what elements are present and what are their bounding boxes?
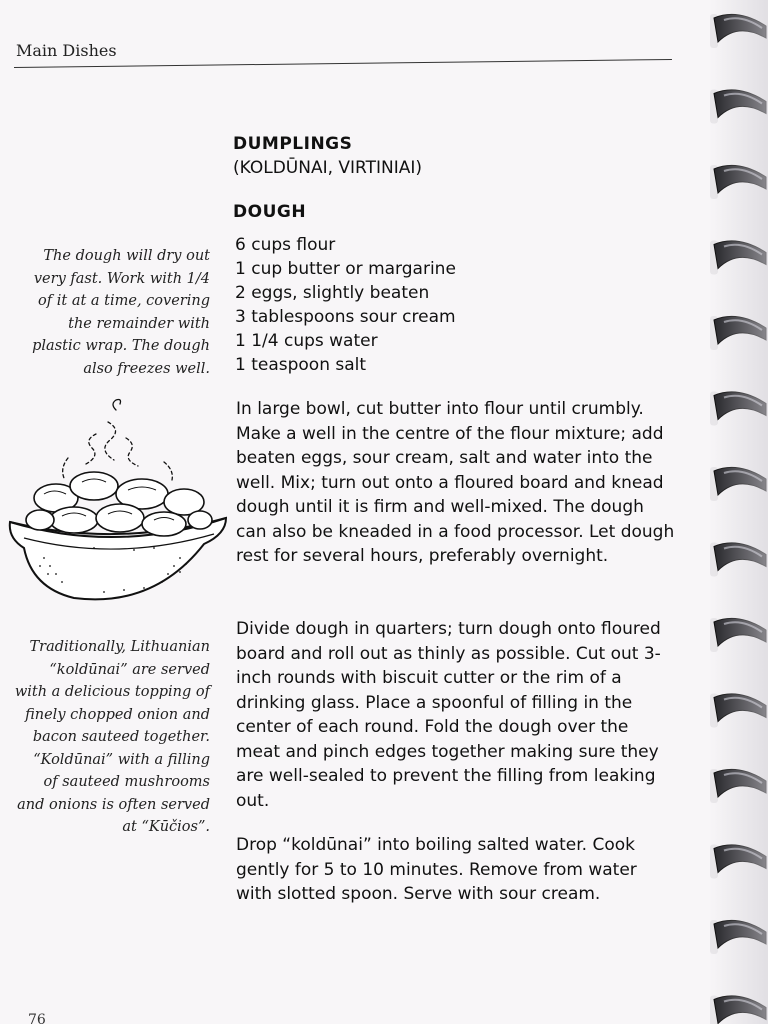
binding-coil [714,14,766,42]
recipe-subtitle: (KOLDŪNAI, VIRTINIAI) [233,158,423,178]
page-number: 76 [28,1012,46,1024]
sidenote-line: Traditionally, Lithuanian [29,639,210,655]
binding-hole [710,996,718,1024]
spiral-binding [708,0,768,1024]
binding-coil [714,920,766,948]
recipe-title: DUMPLINGS [233,134,353,154]
binding-coil-highlight [724,1000,762,1010]
binding-coil [714,467,766,495]
sidenote-line: of sauteed mushrooms [43,774,210,790]
instruction-step: Divide dough in quarters; turn dough onto floured board and roll out as thinly as possible. Cut out 3-inch rounds with biscuit cutter or the rim of a drinking glass. Place a spoonful of filling in the center of each round. Fold the dough over the meat and pinch edges together making sure they are well-sealed to prevent the filling from leaking out. [236,619,661,811]
ingredient-list [235,233,456,377]
binding-coil [714,996,766,1024]
binding-coil [714,241,766,269]
binding-coil [714,845,766,873]
sidenote-line: with a delicious topping of [14,684,210,700]
ingredient-item: 3 tablespoons sour cream [235,307,456,327]
binding-hole [710,920,718,954]
sidenote-line: “Koldūnai” with a filling [33,751,210,768]
binding-coil [714,90,766,118]
ingredient-item: 2 eggs, slightly beaten [235,283,430,303]
sidenote-line: and onions is often served [17,796,210,813]
binding-hole [710,90,718,124]
binding-coil [714,392,766,420]
sidenote-line: The dough will dry out [43,248,210,264]
sidenote-tradition [15,636,210,839]
ingredient-item: 1 1/4 cups water [235,331,378,351]
binding-coil-highlight [724,245,762,255]
binding-hole [710,14,718,48]
sidenote-line: very fast. Work with 1/4 [33,270,210,287]
binding-coil [714,769,766,797]
binding-coil [714,165,766,193]
instruction-step: Drop “koldūnai” into boiling salted water. Cook gently for 5 to 10 minutes. Remove from water with slotted spoon. Serve with sour cream. [236,835,637,904]
sidenote-line: the remainder with [68,315,210,332]
section-header: Main Dishes [16,41,117,60]
binding-coil-highlight [724,547,762,557]
binding-coil-highlight [724,924,762,934]
binding-coil-highlight [724,773,762,783]
binding-coil-highlight [724,698,762,708]
binding-hole [710,241,718,275]
binding-coil-highlight [724,169,762,179]
binding-coil [714,694,766,722]
binding-coil-highlight [724,94,762,104]
binding-coil-highlight [724,18,762,28]
header-rule [14,59,672,68]
binding-coil-highlight [724,320,762,330]
ingredient-item: 1 cup butter or margarine [235,259,456,279]
dumplings-bowl-icon [4,398,230,603]
binding-hole [710,392,718,426]
binding-hole [710,769,718,803]
sidenote-line: also freezes well. [83,360,210,377]
binding-hole [710,845,718,879]
sidenote-line: “koldūnai” are served [49,661,210,678]
binding-coil-highlight [724,622,762,632]
binding-hole [710,165,718,199]
binding-coil-highlight [724,396,762,406]
binding-hole [710,618,718,652]
binding-hole [710,543,718,577]
binding-hole [710,316,718,350]
binding-coil-highlight [724,849,762,859]
binding-hole [710,467,718,501]
binding-coil [714,543,766,571]
ingredient-item: 6 cups flour [235,235,336,255]
dough-heading: DOUGH [233,202,307,222]
sidenote-line: plastic wrap. The dough [32,338,210,354]
sidenote-dough-tip [32,245,210,380]
sidenote-line: at “Kūčios”. [122,819,210,835]
sidenote-line: bacon sauteed together. [32,729,210,745]
sidenote-line: of it at a time, covering [38,293,210,309]
binding-coil [714,618,766,646]
instruction-step: In large bowl, cut butter into flour until crumbly. Make a well in the centre of the flour mixture; add beaten eggs, sour cream, salt and water into the well. Mix; turn out onto a floured board and knead dough until it is firm and well-mixed. The dough can also be kneaded in a food processor. Let dough rest for several hours, preferably overnight. [236,399,675,566]
binding-hole [710,694,718,728]
binding-coil-highlight [724,471,762,481]
binding-coil [714,316,766,344]
ingredient-item: 1 teaspoon salt [235,355,367,375]
sidenote-line: finely chopped onion and [25,706,210,723]
